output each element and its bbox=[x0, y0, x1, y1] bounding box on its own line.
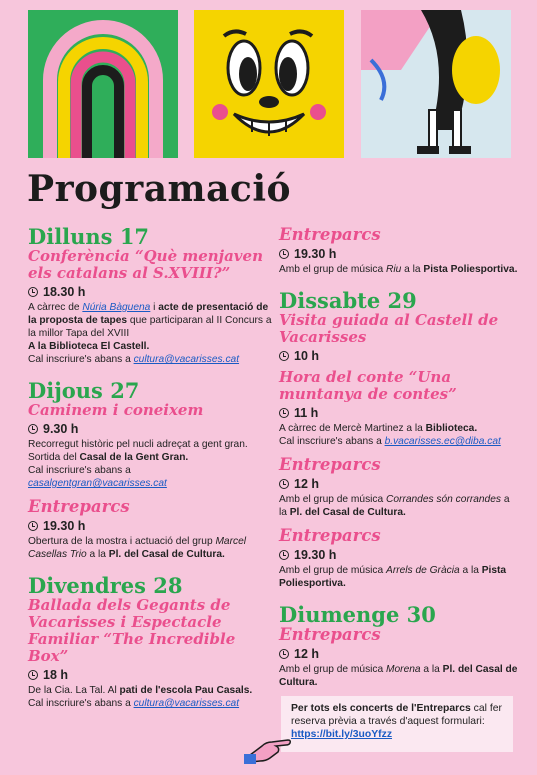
event-title: Entreparcs bbox=[279, 225, 381, 244]
event-description: Amb el grup de música Riu a la Pista Poliesportiva. bbox=[279, 264, 518, 275]
event-location: Sortida del Casal de la Gent Gran. bbox=[28, 452, 189, 463]
reservation-form-link[interactable]: https://bit.ly/3uoYfzz bbox=[291, 729, 393, 740]
rainbow-illustration bbox=[28, 10, 178, 158]
event-description: De la Cia. La Tal. Al pati de l'escola Pau Casals. bbox=[28, 685, 253, 696]
clock-icon bbox=[279, 408, 289, 418]
registration-line: Cal inscriure's abans a cultura@vacarisses.cat bbox=[28, 354, 240, 365]
email-link[interactable]: cultura@vacarisses.cat bbox=[133, 698, 240, 709]
day-heading: Diumenge 30 bbox=[279, 602, 436, 627]
event-time: 19.30 h bbox=[279, 548, 519, 562]
event-time: 12 h bbox=[279, 477, 519, 491]
event-time: 19.30 h bbox=[28, 519, 273, 533]
left-column bbox=[28, 226, 273, 710]
clock-icon bbox=[28, 424, 38, 434]
speaker-link[interactable]: Núria Bàguena bbox=[82, 302, 151, 313]
clock-icon bbox=[279, 351, 289, 361]
event-title: Conferència “Què menjaven els catalans al S.XVIII?” bbox=[28, 247, 263, 282]
clock-icon bbox=[28, 521, 38, 531]
event-time: 19.30 h bbox=[279, 247, 519, 261]
event-title: Ballada dels Gegants de Vacarisses i Espectacle Familiar “The Incredible Box” bbox=[28, 596, 236, 665]
event-title: Entreparcs bbox=[28, 497, 130, 516]
registration-email bbox=[28, 477, 273, 490]
day-heading: Dilluns 17 bbox=[28, 224, 150, 249]
event-description: Amb el grup de música Morena a la Pl. del Casal de Cultura. bbox=[279, 664, 518, 688]
cartoon-face-illustration bbox=[194, 10, 344, 158]
registration-line: Cal inscriure's abans a bbox=[28, 465, 131, 476]
day-heading: Divendres 28 bbox=[28, 573, 183, 598]
clock-icon bbox=[28, 287, 38, 297]
event-time: 12 h bbox=[279, 647, 519, 661]
email-link[interactable]: cultura@vacarisses.cat bbox=[133, 354, 240, 365]
email-link[interactable]: casalgentgran@vacarisses.cat bbox=[28, 478, 167, 489]
event-description: Obertura de la mostra i actuació del grup Marcel Casellas Trio a la Pl. del Casal de Cultura. bbox=[28, 536, 247, 560]
event-description: Amb el grup de música Arrels de Gràcia a la Pista Poliesportiva. bbox=[279, 565, 507, 589]
day-heading: Dissabte 29 bbox=[279, 288, 417, 313]
event-description: A càrrec de Mercè Martinez a la Biblioteca. bbox=[279, 423, 478, 434]
clock-icon bbox=[28, 670, 38, 680]
event-title: Visita guiada al Castell de Vacarisses bbox=[279, 311, 499, 346]
event-description: Recorregut històric pel nucli adreçat a gent gran. bbox=[28, 439, 248, 450]
event-time: 11 h bbox=[279, 406, 519, 420]
day-heading: Dijous 27 bbox=[28, 378, 140, 403]
clock-icon bbox=[279, 550, 289, 560]
registration-line: Cal inscriure's abans a cultura@vacarisses.cat bbox=[28, 698, 240, 709]
event-location: A la Biblioteca El Castell. bbox=[28, 341, 150, 352]
pointing-hand-icon bbox=[244, 728, 292, 764]
event-description: A càrrec de Núria Bàguena i acte de presentació de la proposta de tapes que participaran al II Concurs a la millor Tapa del XVIII bbox=[28, 302, 272, 339]
event-time: 9.30 h bbox=[28, 422, 273, 436]
email-link[interactable]: b.vacarisses.ec@diba.cat bbox=[384, 436, 501, 447]
reservation-note: Per tots els concerts de l'Entreparcs cal fer reserva prèvia a través d'aquest formulari: https://bit.ly/3uoYfzz bbox=[281, 696, 513, 752]
event-title: Entreparcs bbox=[279, 455, 381, 474]
clock-icon bbox=[279, 649, 289, 659]
event-time: 10 h bbox=[279, 349, 519, 363]
clock-icon bbox=[279, 249, 289, 259]
event-title: Entreparcs bbox=[279, 526, 381, 545]
right-column bbox=[279, 226, 519, 689]
page-title: Programació bbox=[27, 168, 292, 210]
registration-line: Cal inscriure's abans a b.vacarisses.ec@diba.cat bbox=[279, 436, 501, 447]
abstract-figure-illustration bbox=[361, 10, 511, 158]
event-description: Amb el grup de música Corrandes són corrandes a la Pl. del Casal de Cultura. bbox=[279, 494, 510, 518]
event-title: Entreparcs bbox=[279, 625, 381, 644]
event-title: Caminem i coneixem bbox=[28, 401, 204, 419]
clock-icon bbox=[279, 479, 289, 489]
event-time: 18 h bbox=[28, 668, 273, 682]
event-title: Hora del conte “Una muntanya de contes” bbox=[279, 368, 457, 403]
event-time: 18.30 h bbox=[28, 285, 273, 299]
